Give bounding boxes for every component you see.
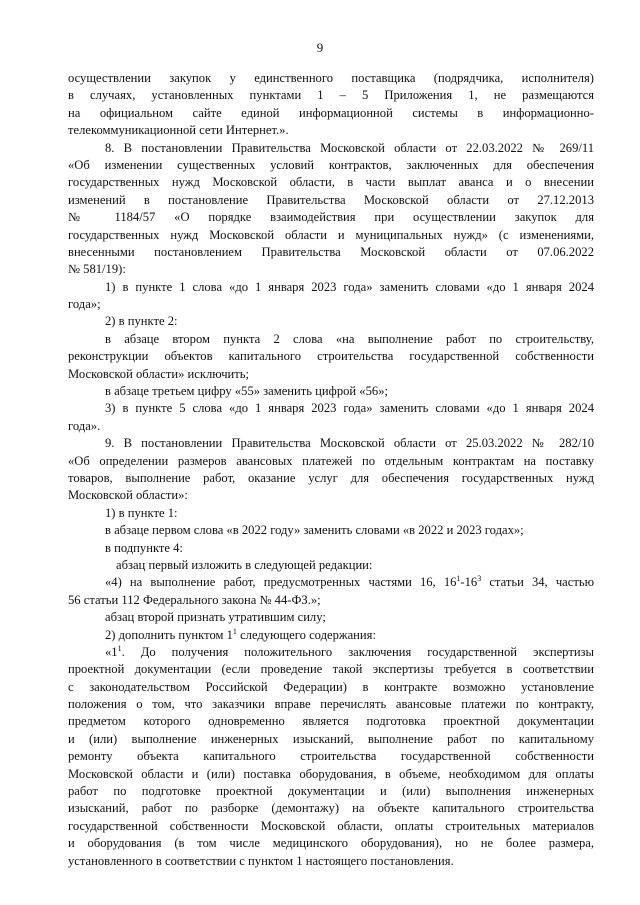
text-fragment: статьи 34, частью xyxy=(481,575,594,590)
document-body xyxy=(68,70,594,870)
superscript: 1 xyxy=(117,643,122,653)
text-line: установленного в соответствии с пунктом 1 настоящего постановления. xyxy=(68,853,454,868)
text-line: внесенными постановлением Правительства Московской области от 07.06.2022 xyxy=(68,244,594,259)
text-line: ремонту объекта капитального строительства государственной собственности xyxy=(68,749,594,764)
text-line: реконструкции объектов капитального строительства государственной собственности xyxy=(68,349,594,364)
superscript: 1 xyxy=(456,574,461,584)
text-fragment: . До получения положительного заключения государственной экспертизы xyxy=(121,644,594,659)
text-line: 2) в пункте 2: xyxy=(105,314,178,329)
text-line: проектной документации (если проведение такой экспертизы требуется в соответствии xyxy=(68,662,594,677)
text-fragment: следующего содержания: xyxy=(236,627,376,642)
text-line: № 1184/57 «О порядке взаимодействия при осуществлении закупок для xyxy=(68,210,594,225)
text-line: изменений в постановление Правительства Московской области от 27.12.2013 xyxy=(68,192,594,207)
text-line: и оборудования (в том числе медицинского оборудования), но не более размера, xyxy=(68,836,594,851)
text-line: товаров, выполнение работ, оказание услуг для обеспечения государственных нужд xyxy=(68,470,594,485)
text-line: работ по подготовке проектной документации и (или) выполнения инженерных xyxy=(68,784,594,799)
text-line: года». xyxy=(68,418,101,433)
text-line: изысканий, работ по разборке (демонтажу) на объекте капитального строительства xyxy=(68,801,594,816)
text-line: государственной собственности Московской области, оплаты строительных материалов xyxy=(68,818,594,833)
text-line xyxy=(68,627,594,644)
text-line: положения о том, что заказчики вправе перечислять авансовые платежи по контракту, xyxy=(68,697,594,712)
text-fragment: -16 xyxy=(460,575,478,590)
text-line: Московской области и (или) поставка оборудования, в объеме, необходимом для оплаты xyxy=(68,766,594,781)
text-line: осуществлении закупок у единственного поставщика (подрядчика, исполнителя) xyxy=(68,71,594,85)
text-line: на официальном сайте единой информационной системы в информационно- xyxy=(68,105,594,120)
text-line: в случаях, установленных пунктами 1 – 5 Приложения 1, не размещаются xyxy=(68,88,594,103)
page-number: 9 xyxy=(316,40,324,55)
text-line: предметом которого одновременно является подготовка проектной документации xyxy=(68,714,594,729)
text-line: в подпункте 4: xyxy=(105,540,183,555)
text-line xyxy=(68,574,594,591)
superscript: 1 xyxy=(232,626,237,636)
text-line: телекоммуникационной сети Интернет.». xyxy=(68,123,289,138)
text-line: абзац второй признать утратившим силу; xyxy=(105,610,326,625)
text-line: Московской области»: xyxy=(68,488,188,503)
text-fragment: 2) дополнить пунктом 1 xyxy=(105,627,233,642)
superscript: 3 xyxy=(477,574,482,584)
text-line: года»; xyxy=(68,297,101,312)
text-line: в абзаце первом слова «в 2022 году» заменить словами «в 2022 и 2023 годах»; xyxy=(105,523,524,538)
text-line: 9. В постановлении Правительства Московской области от 25.03.2022 № 282/10 xyxy=(105,436,594,451)
text-line: государственных нужд Московской области, в части выплат аванса и о внесении xyxy=(68,175,594,190)
text-line: 1) в пункте 1: xyxy=(105,505,178,520)
text-line: «Об определении размеров авансовых платежей по отдельным контрактам на поставку xyxy=(68,453,594,468)
text-line: 8. В постановлении Правительства Московской области от 22.03.2022 № 269/11 xyxy=(105,140,594,155)
text-fragment: «4) на выполнение работ, предусмотренных частями 16, 16 xyxy=(105,575,457,590)
text-line xyxy=(68,644,594,661)
text-line: в абзаце втором пункта 2 слова «на выполнение работ по строительству, xyxy=(105,331,594,346)
text-line: с законодательством Российской Федерации) в контракте возможно установление xyxy=(68,679,594,694)
text-fragment: «1 xyxy=(105,644,118,659)
text-line: государственных нужд Московской области и муниципальных нужд» (с изменениями, xyxy=(68,227,594,242)
text-line: «Об изменении существенных условий контрактов, заключенных для обеспечения xyxy=(68,157,594,172)
text-line: Московской области» исключить; xyxy=(68,366,250,381)
text-line: в абзаце третьем цифру «55» заменить цифрой «56»; xyxy=(105,384,388,399)
text-line: и (или) выполнение инженерных изысканий, выполнение работ по капитальному xyxy=(68,731,594,746)
text-line: абзац первый изложить в следующей редакции: xyxy=(116,557,373,572)
text-line: 3) в пункте 5 слова «до 1 января 2023 года» заменить словами «до 1 января 2024 xyxy=(105,401,594,416)
text-line: 1) в пункте 1 слова «до 1 января 2023 года» заменить словами «до 1 января 2024 xyxy=(105,279,594,294)
text-line: 56 статьи 112 Федерального закона № 44-ФЗ.»; xyxy=(68,592,321,607)
text-line: № 581/19): xyxy=(68,262,126,277)
